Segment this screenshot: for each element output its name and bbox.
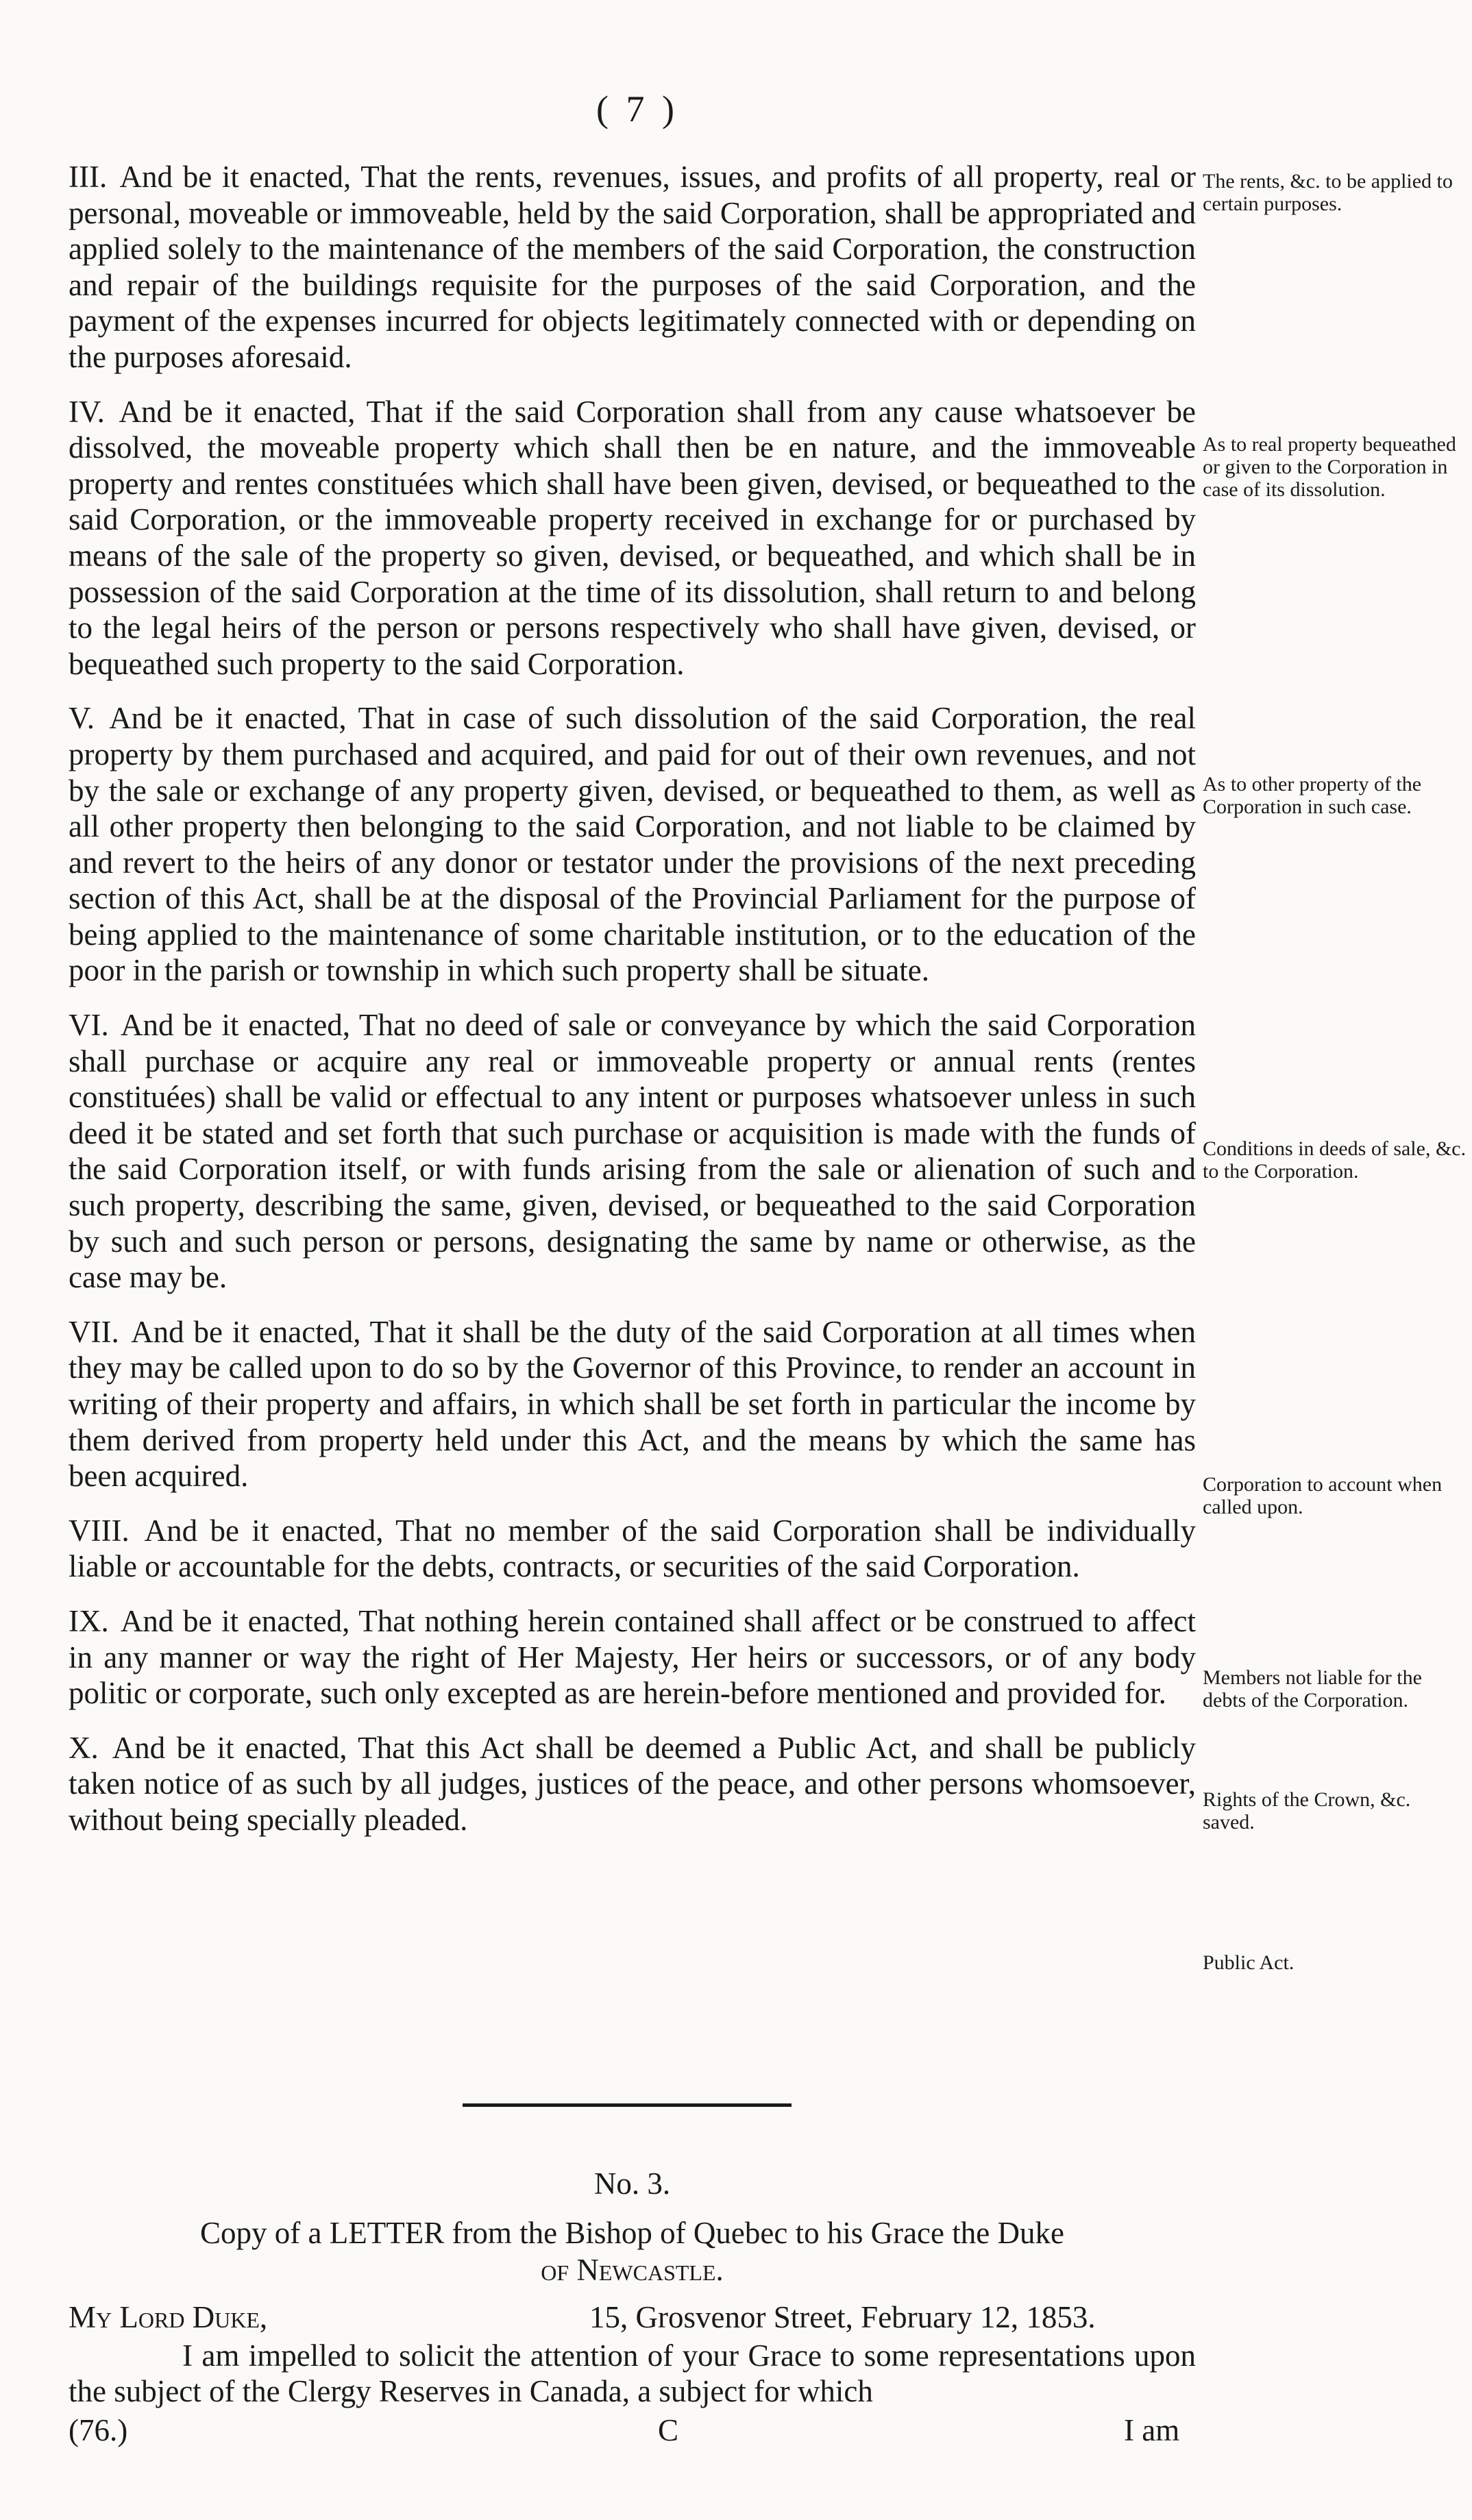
salutation: My Lord Duke, [69,2300,268,2334]
section-text: And be it enacted, That it shall be the duty of the said Corporation at all times when they may be called upon to do so by the Governor of this Province, to render an account in writing of their property and affairs, in which shall be set forth in particular the income by them derived from property held under this Act, and the means by which the same has been acquired. [69,1314,1196,1494]
letter-title-line-2: of Newcastle. [541,2253,724,2287]
section-text: And be it enacted, That in case of such dissolution of the said Corporation, the real property by them purchased and acquired, and paid for out of their own revenues, and not by the sale or exchange of any property given, devised, or bequeathed to them, as well as all other property then belonging to the said Corporation, and not liable to be claimed by and revert to the heirs of any donor or testator under the provisions of the next preceding section of this Act, shall be at the disposal of the Provincial Parliament for the purpose of being applied to the maintenance of some charitable institution, or to the education of the poor in the parish or township in which such property shall be situate. [69,701,1196,988]
section-text: And be it enacted, That the rents, revenues, issues, and profits of all property, real or personal, moveable or immoveable, held by the said Corporation, shall be appropriated and applied solely to the maintenance of the members of the said Corporation, the construction and repair of the buildings requisite for the purposes of the said Corporation, and the payment of the expenses incurred for objects legitimately connected with or depending on the purposes aforesaid. [69,160,1196,374]
margin-note-vi: Conditions in deeds of sale, &c. to the Corporation. [1203,1137,1467,1183]
signature-mark: C [658,2413,679,2447]
section-number: IV. [69,394,105,429]
letter-title-line-1: Copy of a LETTER from the Bishop of Quebec to his Grace the Duke [200,2216,1064,2250]
section-v [69,700,1196,989]
letter-number: No. 3. [593,2166,671,2201]
section-iii [69,159,1196,375]
page-number: ( 7 ) [596,88,678,129]
section-text: And be it enacted, That no member of the said Corporation shall be individually liable or accountable for the debts, contracts, or securities of the said Corporation. [69,1513,1196,1584]
section-text: And be it enacted, That if the said Corporation shall from any cause whatsoever be dissolved, the moveable property which shall then be en nature, and the immoveable property and rentes constituées which shall have been given, devised, or bequeathed to the said Corporation, or the immoveable property received in exchange for or purchased by means of the sale of the property so given, devised, or bequeathed, and which shall be in possession of the said Corporation at the time of its dissolution, shall return to and belong to the legal heirs of the person or persons respectively who shall have given, devised, or bequeathed such property to the said Corporation. [69,394,1196,681]
section-number: VI. [69,1008,109,1043]
section-number: V. [69,701,95,736]
section-divider [463,2103,792,2107]
section-ix [69,1603,1196,1712]
catchword: I am [1124,2413,1180,2447]
section-number: VIII. [69,1513,130,1548]
section-number: IX. [69,1603,109,1638]
act-sections [69,159,1196,1857]
section-viii [69,1513,1196,1585]
section-vii [69,1314,1196,1494]
margin-note-v: As to other property of the Corporation in such case. [1203,773,1422,818]
letter-date: 15, Grosvenor Street, February 12, 1853. [589,2300,1096,2334]
section-vi [69,1007,1196,1296]
section-text: And be it enacted, That this Act shall be deemed a Public Act, and shall be publicly taken notice of as such by all judges, justices of the peace, and other persons whomsoever, without being specially pleaded. [69,1730,1196,1837]
section-number: VII. [69,1314,119,1349]
section-text: And be it enacted, That no deed of sale or conveyance by which the said Corporation shall purchase or acquire any real or immoveable property or annual rents (rentes constituées) shall be valid or effectual to any intent or purposes whatsoever unless in such deed it be stated and set forth that such purchase or acquisition is made with the funds of the said Corporation itself, or with funds arising from the sale or alienation of such and such property, describing the same, given, devised, or bequeathed to the said Corporation by such and such person or persons, designating the same by name or otherwise, as the case may be. [69,1008,1196,1295]
section-x [69,1730,1196,1838]
letter-body: I am impelled to solicit the attention of your Grace to some representations upon the subject of the Clergy Reserves in Canada, a subject for which [69,2338,1196,2408]
margin-note-vii: Corporation to account when called upon. [1203,1473,1443,1518]
section-number: X. [69,1730,99,1765]
letter-heading [69,2299,1196,2336]
margin-note-x: Public Act. [1203,1951,1295,1974]
document-number: (76.) [69,2413,128,2447]
section-iv [69,394,1196,682]
margin-note-ix: Rights of the Crown, &c. saved. [1203,1788,1411,1833]
section-text: And be it enacted, That nothing herein contained shall affect or be construed to affect in any manner or way the right of Her Majesty, Her heirs or successors, or of any body politic or corporate, such only excepted as are herein-before mentioned and provided for. [69,1603,1196,1711]
section-number: III. [69,160,108,194]
margin-note-iii: The rents, &c. to be applied to certain purposes. [1203,170,1453,215]
margin-note-viii: Members not liable for the debts of the Corporation. [1203,1666,1422,1712]
margin-note-iv: As to real property bequeathed or given to the Corporation in case of its dissolution. [1203,433,1456,501]
